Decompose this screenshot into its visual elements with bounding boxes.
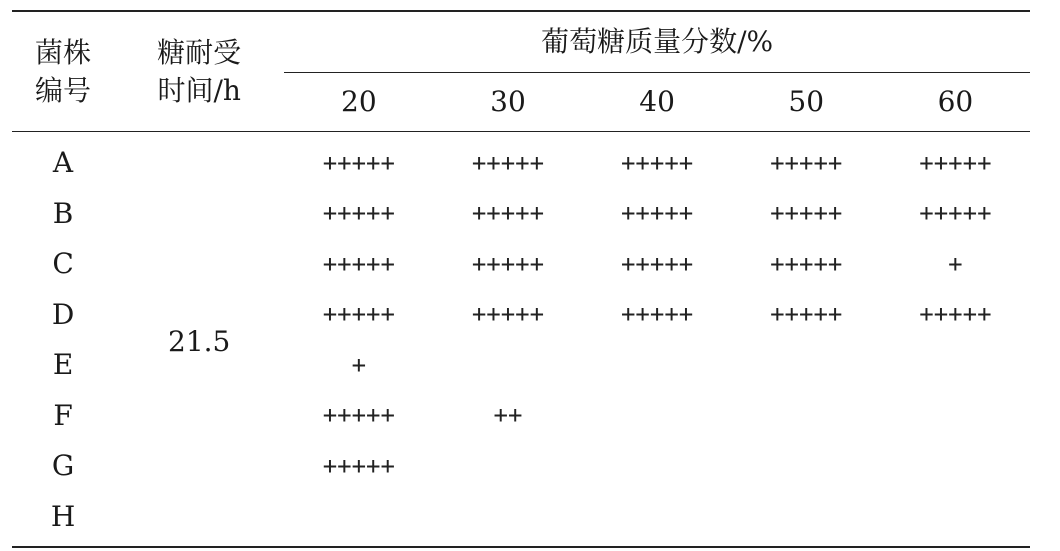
growth-cell: [583, 340, 732, 391]
strain-id-cell: A: [52, 146, 74, 180]
strain-id-cell: G: [51, 449, 75, 483]
strain-id-cell: B: [52, 196, 74, 230]
strain-id-header-line1: 菌株: [35, 35, 92, 69]
growth-cell: [583, 492, 732, 548]
strain-id-header-line2: 编号: [35, 73, 92, 107]
strain-id-cell: C: [52, 247, 74, 281]
growth-cell: +++++: [620, 148, 694, 177]
growth-cell: +++++: [322, 300, 395, 329]
growth-cell: +++++: [770, 249, 843, 278]
growth-cell: [881, 340, 1030, 391]
growth-cell: +++++: [770, 300, 843, 329]
growth-cell: +++++: [322, 249, 395, 278]
growth-cell: [881, 492, 1030, 548]
growth-cell: +++++: [471, 249, 545, 278]
growth-cell: +++++: [620, 249, 694, 278]
concentration-header-20: 20: [284, 73, 433, 132]
growth-cell: [881, 441, 1030, 492]
growth-cell: [433, 492, 582, 548]
growth-cell: +++++: [620, 199, 694, 228]
growth-cell: +++++: [471, 148, 545, 177]
tolerance-time-cell: 21.5: [168, 325, 231, 359]
strain-id-cell: F: [53, 398, 73, 432]
growth-cell: [732, 391, 881, 442]
growth-cell: +: [351, 350, 367, 379]
growth-cell: +++++: [620, 300, 694, 329]
growth-cell: +++++: [322, 199, 395, 228]
growth-cell: +: [948, 249, 963, 278]
table-row: [12, 132, 1030, 189]
growth-cell: +++++: [919, 148, 992, 177]
growth-cell: [284, 492, 433, 548]
strain-id-cell: E: [52, 348, 74, 382]
growth-cell: [583, 391, 732, 442]
strain-id-cell: D: [51, 297, 75, 331]
growth-cell: +++++: [471, 199, 545, 228]
growth-cell: +++++: [471, 300, 545, 329]
growth-cell: +++++: [919, 300, 992, 329]
growth-cell: [583, 441, 732, 492]
glucose-concentration-header: 葡萄糖质量分数/%: [541, 25, 774, 59]
concentration-header-40: 40: [583, 73, 732, 132]
growth-cell: +++++: [322, 401, 395, 430]
growth-cell: [433, 340, 582, 391]
strain-id-cell: H: [50, 499, 76, 533]
glucose-tolerance-table: [12, 10, 1030, 548]
concentration-header-60: 60: [881, 73, 1030, 132]
growth-cell: [732, 441, 881, 492]
growth-cell: +++++: [322, 451, 395, 480]
concentration-header-30: 30: [433, 73, 582, 132]
tolerance-time-header-line1: 糖耐受: [157, 35, 242, 69]
growth-cell: [881, 391, 1030, 442]
growth-cell: [732, 340, 881, 391]
growth-cell: +++++: [919, 199, 992, 228]
glucose-tolerance-table-container: [12, 10, 1030, 548]
growth-cell: +++++: [770, 148, 843, 177]
strain-id-header: [12, 11, 114, 132]
growth-cell: +++++: [322, 148, 395, 177]
growth-cell: [433, 441, 582, 492]
tolerance-time-header-line2: 时间/h: [157, 73, 241, 107]
growth-cell: +++++: [770, 199, 843, 228]
growth-cell: [732, 492, 881, 548]
growth-cell: ++: [493, 401, 523, 430]
tolerance-time-header: [114, 11, 284, 132]
concentration-header-50: 50: [732, 73, 881, 132]
